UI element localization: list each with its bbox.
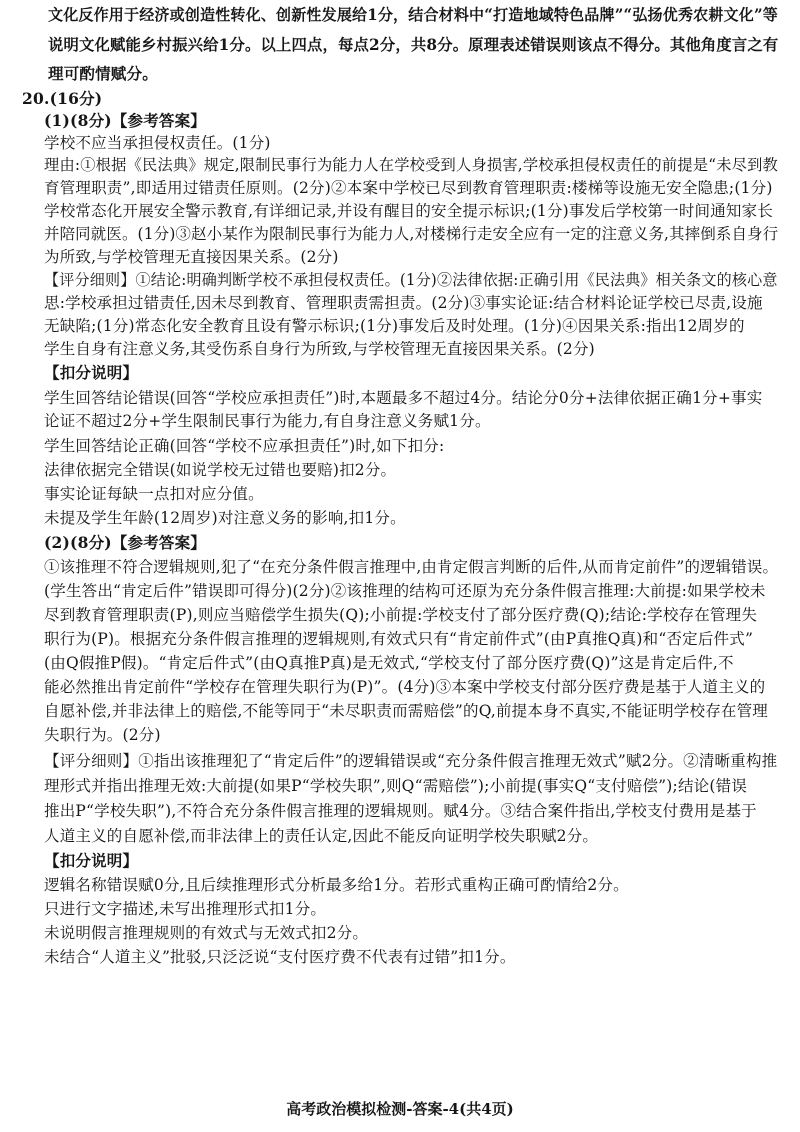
text-line: ①该推理不符合逻辑规则,犯了“在充分条件假言推理中,由肯定假言判断的后件,从而肯定前件”的逻辑错误。: [44, 558, 779, 576]
text-line: 理形式并指出推理无效:大前提(如果P“学校失职”,则Q“需赔偿”);小前提(事实Q“支付赔偿”);结论(错误: [44, 777, 748, 795]
text-line: 只进行文字描述,未写出推理形式扣1分。: [44, 900, 327, 918]
text-line: 法律依据完全错误(如说学校无过错也要赔)扣2分。: [44, 461, 397, 479]
text-line: 思:学校承担过错责任,因未尽到教育、管理职责需担责。(2分)③事实论证:结合材料论证学校已尽责,设施: [44, 294, 763, 312]
text-line: 逻辑名称错误赋0分,且后续推理形式分析最多给1分。若形式重构正确可酌情给2分。: [44, 876, 629, 894]
text-line: 能必然推出肯定前件“学校存在管理失职行为(P)”。(4分)③本案中学校支付部分医疗费是基于人道主义的: [44, 678, 766, 696]
text-line: 为所致,与学校管理无直接因果关系。(2分): [44, 248, 339, 266]
text-line: 育管理职责”,即适用过错责任原则。(2分)②本案中学校已尽到教育管理职责:楼梯等设施无安全隐患;(1分): [44, 179, 773, 197]
text-line: 事实论证每缺一点扣对应分值。: [44, 485, 264, 503]
text-line: 人道主义的自愿补偿,而非法律上的责任认定,因此不能反向证明学校失职赋2分。: [44, 827, 599, 845]
text-line: 并陪同就医。(1分)③赵小某作为限制民事行为能力人,对楼梯行走安全应有一定的注意义务,其摔倒系自身行: [44, 225, 779, 243]
text-line: 尽到教育管理职责(P),则应当赔偿学生损失(Q);小前提:学校支付了部分医疗费(Q);结论:学校存在管理失: [44, 606, 758, 624]
question-number: 20.(16分): [22, 89, 103, 108]
text-line: 自愿补偿,并非法律上的赔偿,不能等同于“未尽职责而需赔偿”的Q,前提本身不真实,不能证明学校存在管理: [44, 702, 768, 720]
text-line: 推出P“学校失职”),不符合充分条件假言推理的逻辑规则。赋4分。③结合案件指出,学校支付费用是基于: [44, 802, 757, 820]
text-line: 学生自身有注意义务,其受伤系自身行为所致,与学校管理无直接因果关系。(2分): [44, 340, 595, 358]
text-line: 学生回答结论错误(回答“学校应承担责任”)时,本题最多不超过4分。结论分0分+法律依据正确1分+事实: [44, 389, 763, 407]
text-line: (由Q假推P假)。“肯定后件式”(由Q真推P真)是无效式,“学校支付了部分医疗费(Q)”这是肯定后件,不: [44, 654, 734, 672]
sub-question-heading: (1)(8分)【参考答案】: [44, 111, 207, 130]
page-footer: 高考政治模拟检测-答案-4(共4页): [286, 1100, 514, 1118]
text-line: 【评分细则】①指出该推理犯了“肯定后件”的逻辑错误或“充分条件假言推理无效式”赋2分。②清晰重构推: [44, 752, 778, 770]
text-line: 未说明假言推理规则的有效式与无效式扣2分。: [44, 924, 369, 942]
text-line: 学生回答结论正确(回答“学校不应承担责任”)时,如下扣分:: [44, 437, 445, 455]
text-line: 文化反作用于经济或创造性转化、创新性发展给1分，结合材料中“打造地域特色品牌”“弘扬优秀农耕文化”等: [48, 5, 778, 24]
text-line: 失职行为。(2分): [44, 726, 161, 744]
text-line: 说明文化赋能乡村振兴给1分。以上四点，每点2分，共8分。原理表述错误则该点不得分。其他角度言之有: [48, 35, 779, 54]
text-line: 无缺陷;(1分)常态化安全教育且设有警示标识;(1分)事发后及时处理。(1分)④因果关系:指出12周岁的: [44, 317, 745, 335]
text-line: 职行为(P)。根据充分条件假言推理的逻辑规则,有效式只有“肯定前件式”(由P真推Q真)和“否定后件式”: [44, 630, 754, 648]
section-heading: 【扣分说明】: [44, 363, 139, 382]
text-line: 理可酌情赋分。: [48, 64, 158, 83]
text-line: 【评分细则】①结论:明确判断学校不承担侵权责任。(1分)②法律依据:正确引用《民法典》相关条文的核心意: [44, 271, 778, 289]
text-line: 论证不超过2分+学生限制民事行为能力,有自身注意义务赋1分。: [44, 412, 491, 430]
text-line: 未结合“人道主义”批驳,只泛泛说“支付医疗费不代表有过错”扣1分。: [44, 948, 516, 966]
text-line: 学校不应当承担侵权责任。(1分): [44, 134, 271, 152]
sub-question-heading: (2)(8分)【参考答案】: [44, 533, 207, 552]
section-heading: 【扣分说明】: [44, 851, 139, 870]
text-line: 理由:①根据《民法典》规定,限制民事行为能力人在学校受到人身损害,学校承担侵权责任的前提是“未尽到教: [44, 156, 779, 174]
text-line: 未提及学生年龄(12周岁)对注意义务的影响,扣1分。: [44, 509, 406, 527]
text-line: (学生答出“肯定后件”错误即可得分)(2分)②该推理的结构可还原为充分条件假言推理:大前提:如果学校未: [44, 582, 766, 600]
text-line: 学校常态化开展安全警示教育,有详细记录,并设有醒目的安全提示标识;(1分)事发后学校第一时间通知家长: [44, 202, 774, 220]
